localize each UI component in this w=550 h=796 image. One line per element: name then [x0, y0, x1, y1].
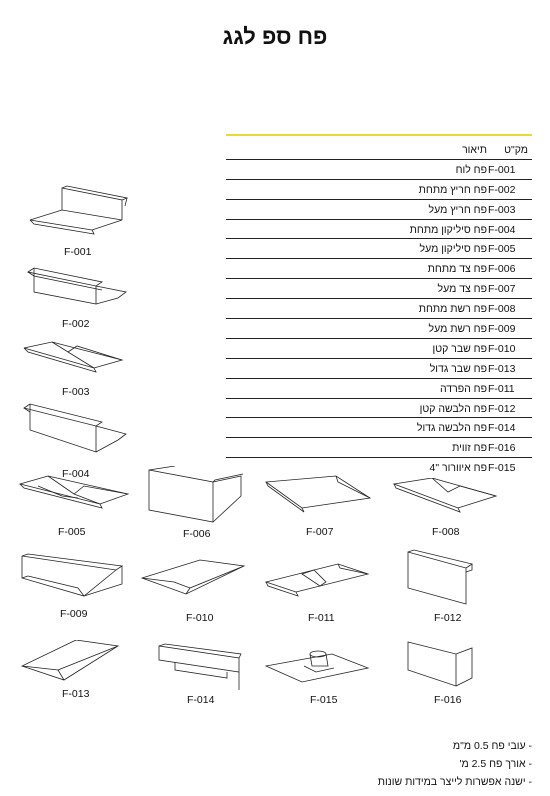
row-code: F-010 — [488, 342, 516, 355]
table-row — [226, 220, 532, 240]
flashing-f008-drawing — [392, 478, 502, 518]
row-description: פח הפרדה — [439, 382, 487, 395]
row-description: פח סיליקון מעל — [419, 243, 487, 256]
figure-f008 — [392, 478, 502, 538]
row-code: F-001 — [488, 163, 516, 176]
table-header — [226, 140, 532, 160]
flashing-f006-drawing — [145, 466, 245, 526]
note-item: - עובי פח 0.5 מ"מ — [452, 740, 532, 752]
table-row — [226, 160, 532, 180]
flashing-f009-drawing — [18, 552, 128, 604]
note-item: - אורך פח 2.5 מ' — [459, 758, 532, 770]
figure-label: F-009 — [60, 608, 88, 620]
row-code: F-013 — [488, 362, 516, 375]
figure-f003 — [22, 338, 132, 398]
row-description: פח סיליקון מתחת — [409, 223, 487, 236]
table-row — [226, 259, 532, 279]
row-code: F-005 — [488, 243, 516, 256]
flashing-f005-drawing — [18, 472, 133, 517]
row-code: F-006 — [488, 263, 516, 276]
figure-label: F-011 — [308, 612, 335, 624]
flashing-f007-drawing — [262, 474, 372, 524]
flashing-f004-drawing — [22, 400, 132, 460]
table-row — [226, 200, 532, 220]
table-row — [226, 299, 532, 319]
flashing-f016-drawing — [404, 640, 484, 690]
product-table — [226, 140, 532, 477]
figure-label: F-003 — [62, 386, 90, 398]
table-row — [226, 379, 532, 399]
row-code: F-008 — [488, 303, 516, 316]
row-description: פח חריץ מתחת — [418, 183, 487, 196]
row-description: פח רשת מעל — [428, 323, 487, 336]
figure-f006 — [145, 466, 245, 540]
row-code: F-003 — [488, 203, 516, 216]
row-code: F-012 — [488, 402, 516, 415]
row-description: פח שבר גדול — [429, 362, 487, 375]
figure-label: F-001 — [64, 246, 92, 258]
row-code: F-011 — [488, 382, 515, 395]
figure-f016 — [404, 640, 484, 706]
row-description: פח איוורור "4 — [429, 462, 487, 475]
figure-label: F-013 — [62, 688, 90, 700]
flashing-f002-drawing — [22, 262, 132, 312]
table-row — [226, 279, 532, 299]
flashing-f015-drawing — [262, 646, 372, 686]
figure-label: F-002 — [62, 318, 90, 330]
header-description: תיאור — [462, 144, 487, 156]
page-title: פח ספ לגג — [222, 24, 328, 49]
figure-label: F-005 — [58, 526, 86, 538]
figure-f009 — [18, 552, 128, 620]
flashing-f013-drawing — [18, 640, 123, 685]
figure-label: F-014 — [187, 694, 215, 706]
row-code: F-014 — [488, 422, 516, 435]
figure-f012 — [404, 548, 484, 624]
figure-label: F-012 — [434, 612, 462, 624]
row-code: F-004 — [488, 223, 516, 236]
flashing-f011-drawing — [262, 560, 372, 600]
row-description: פח הלבשה גדול — [416, 422, 487, 435]
figure-label: F-006 — [183, 528, 211, 540]
row-code: F-002 — [488, 183, 516, 196]
row-code: F-016 — [488, 442, 516, 455]
row-description: פח שבר קטן — [432, 342, 487, 355]
figure-f002 — [22, 262, 132, 330]
figure-f001 — [22, 182, 132, 258]
row-description: פח צד מעל — [437, 283, 487, 296]
header-code: מק"ט — [504, 144, 528, 156]
note-item: - ישנה אפשרות לייצר במידות שונות — [377, 776, 532, 788]
figure-f013 — [18, 640, 123, 700]
figure-f005 — [18, 472, 133, 538]
figure-f015 — [262, 646, 372, 706]
figure-label: F-008 — [432, 526, 460, 538]
table-row — [226, 239, 532, 259]
table-row — [226, 359, 532, 379]
table-row — [226, 180, 532, 200]
table-row — [226, 438, 532, 458]
figure-label: F-016 — [434, 694, 462, 706]
figure-f007 — [262, 474, 372, 538]
figure-label: F-015 — [310, 694, 338, 706]
row-code: F-009 — [488, 323, 516, 336]
row-code: F-015 — [488, 462, 516, 475]
flashing-f012-drawing — [404, 548, 484, 608]
figure-f010 — [140, 558, 250, 624]
figure-f014 — [155, 642, 245, 706]
figure-f011 — [262, 560, 372, 624]
flashing-f010-drawing — [140, 558, 250, 598]
figure-label: F-004 — [62, 468, 90, 480]
figure-label: F-007 — [306, 526, 334, 538]
flashing-f001-drawing — [22, 182, 132, 242]
notes-list — [378, 740, 532, 794]
flashing-f003-drawing — [22, 338, 132, 383]
table-row — [226, 339, 532, 359]
figure-f004 — [22, 400, 132, 480]
title-divider — [226, 134, 532, 136]
row-description: פח הלבשה קטן — [419, 402, 487, 415]
table-row — [226, 418, 532, 438]
row-description: פח זווית — [452, 442, 487, 455]
figure-label: F-010 — [186, 612, 214, 624]
row-description: פח לוח — [455, 163, 487, 176]
row-code: F-007 — [488, 283, 516, 296]
row-description: פח חריץ מעל — [428, 203, 487, 216]
table-row — [226, 399, 532, 419]
flashing-f014-drawing — [155, 642, 245, 692]
table-row — [226, 319, 532, 339]
row-description: פח רשת מתחת — [418, 303, 487, 316]
row-description: פח צד מתחת — [427, 263, 487, 276]
